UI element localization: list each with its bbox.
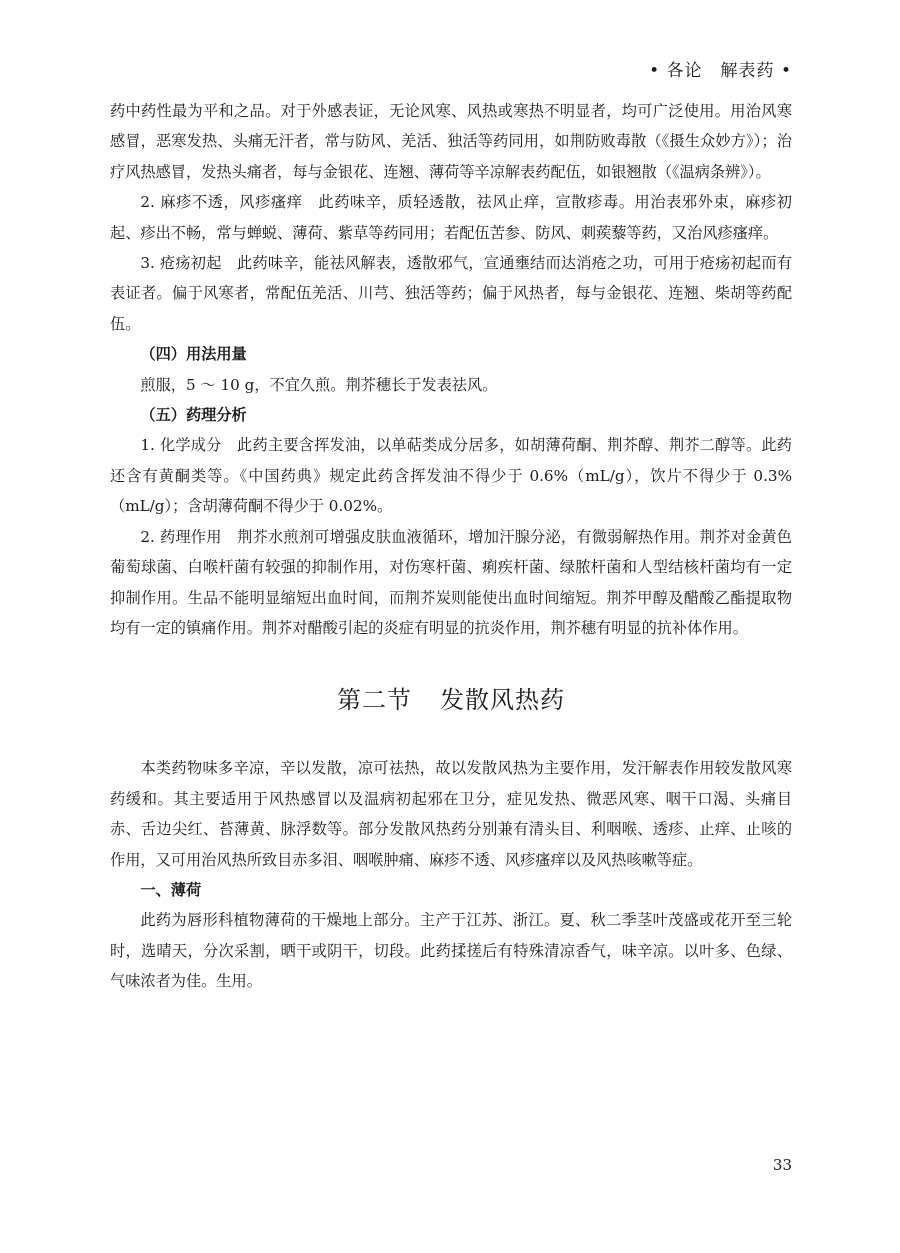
- paragraph-chemical-composition: 1. 化学成分 此药主要含挥发油，以单萜类成分居多，如胡薄荷酮、荆芥醇、荆芥二醇等。此药还含有黄酮类等。《中国药典》规定此药含挥发油不得少于 0.6%（mL/g），饮片不得少于 0.3%（mL/g）；含胡薄荷酮不得少于 0.02%。: [110, 436, 792, 516]
- page-number: 33: [772, 1156, 792, 1174]
- section-title: [110, 683, 792, 717]
- section-name: 发散风热药: [440, 686, 565, 715]
- section-number: 第二节: [337, 686, 412, 715]
- paragraph-continuation: 药中药性最为平和之品。对于外感表证，无论风寒、风热或寒热不明显者，均可广泛使用。用治风寒感冒，恶寒发热、头痛无汗者，常与防风、羌活、独活等药同用，如荆防败毒散（《摄生众妙方》）；治疗风热感冒，发热头痛者，每与金银花、连翘、薄荷等辛凉解表药配伍，如银翘散（《温病条辨》）。: [110, 102, 792, 181]
- subheading-pharmacology: （五）药理分析: [140, 406, 247, 425]
- paragraph-sores: 3. 疮疡初起 此药味辛，能祛风解表，透散邪气，宣通壅结而达消疮之功，可用于疮疡初起而有表证者。偏于风寒者，常配伍羌活、川芎、独活等药；偏于风热者，每与金银花、连翘、柴胡等药配伍。: [110, 254, 792, 333]
- page-content: [110, 96, 792, 997]
- paragraph-measles: 2. 麻疹不透，风疹瘙痒 此药味辛，质轻透散，祛风止痒，宣散疹毒。用治表邪外束，麻疹初起、疹出不畅，常与蝉蜕、薄荷、紫草等药同用；若配伍苦参、防风、刺蒺藜等药，又治风疹瘙痒。: [110, 193, 792, 242]
- running-header: • 各论 解表药 •: [649, 61, 792, 81]
- herb-heading: 一、薄荷: [140, 880, 202, 899]
- herb-description: 此药为唇形科植物薄荷的干燥地上部分。主产于江苏、浙江。夏、秋二季茎叶茂盛或花开至三轮时，选晴天，分次采割，晒干或阴干，切段。此药揉搓后有特殊清凉香气，味辛凉。以叶多、色绿、气味浓者为佳。生用。: [110, 911, 792, 991]
- section-intro-paragraph: 本类药物味多辛凉，辛以发散，凉可祛热，故以发散风热为主要作用，发汗解表作用较发散风寒药缓和。其主要适用于风热感冒以及温病初起邪在卫分，症见发热、微恶风寒、咽干口渴、头痛目赤、舌边尖红、苔薄黄、脉浮数等。部分发散风热药分别兼有清头目、利咽喉、透疹、止痒、止咳的作用，又可用治风热所致目赤多泪、咽喉肿痛、麻疹不透、风疹瘙痒以及风热咳嗽等症。: [110, 759, 792, 869]
- subheading-usage: （四）用法用量: [140, 345, 247, 364]
- paragraph-usage: 煎服，5 ～ 10 g，不宜久煎。荆芥穗长于发表祛风。: [140, 375, 498, 394]
- paragraph-pharmacological-action: 2. 药理作用 荆芥水煎剂可增强皮肤血液循环，增加汗腺分泌，有微弱解热作用。荆芥对金黄色葡萄球菌、白喉杆菌有较强的抑制作用，对伤寒杆菌、痢疾杆菌、绿脓杆菌和人型结核杆菌均有一定抑制作用。生品不能明显缩短出血时间，而荆芥炭则能使出血时间缩短。荆芥甲醇及醋酸乙酯提取物均有一定的镇痛作用。荆芥对醋酸引起的炎症有明显的抗炎作用，荆芥穗有明显的抗补体作用。: [110, 527, 792, 637]
